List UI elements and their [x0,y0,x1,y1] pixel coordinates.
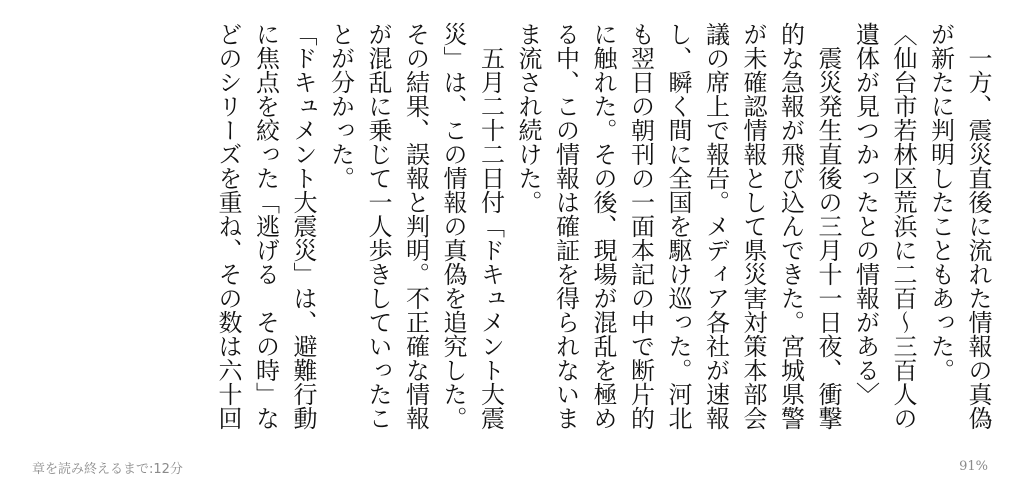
time-remaining-label: 章を読み終えるまで:12分 [32,462,183,477]
paragraph: 〈仙台市若林区荒浜に二百〜三百人の遺体が見つかったとの情報がある〉 [851,22,917,430]
reading-progress-label: 91% [959,459,988,474]
paragraph: 一方、震災直後に流れた情報の真偽が新たに判明したこともあった。 [926,22,992,430]
book-text[interactable] [21,22,996,452]
paragraph: 震災発生直後の三月十一日夜、衝撃的な急報が飛び込んできた。宮城県警が未確認情報として県災害対策本部会議の席上で報告。メディア各社が速報し、瞬く間に全国を駆け巡った。河北も翌日の朝刊の一面本記の中で断片的に触れた。その後、現場が混乱を極める中、この情報は確証を得られないまま流され続けた。 [514,22,842,430]
paragraph: 五月二十二日付「ドキュメント大震災」は、この情報の真偽を追究した。その結果、誤報と判明。不正確な情報が混乱に乗じて一人歩きしていったことが分かった。 [326,22,505,430]
paragraph: 「ドキュメント大震災」は、避難行動に焦点を絞った「逃げる その時」などのシリーズを重ね、その数は六十回 [214,22,317,430]
